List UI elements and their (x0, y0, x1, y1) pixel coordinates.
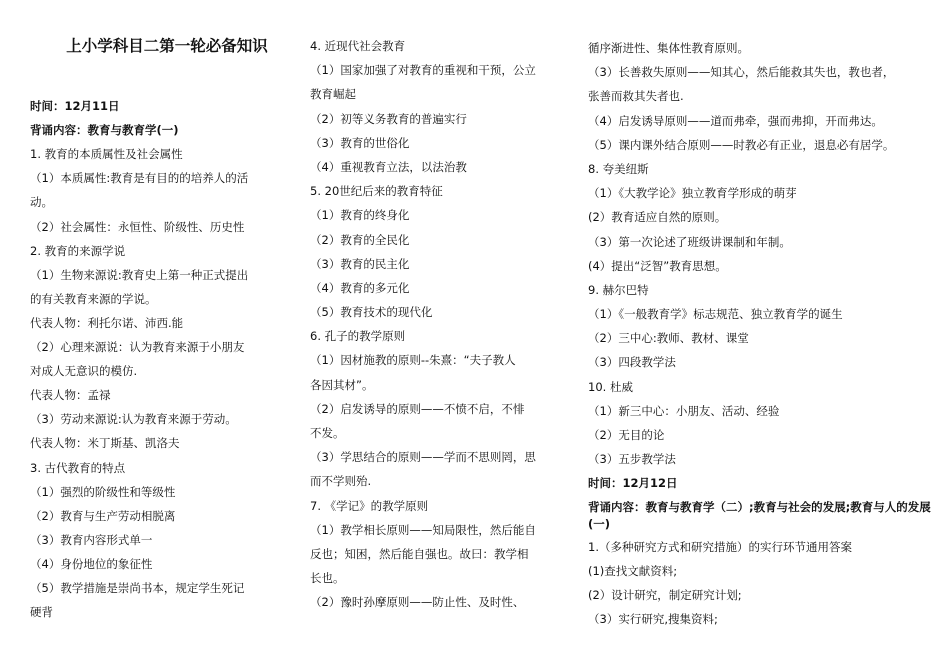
text-line: （3）教育的民主化 (310, 256, 410, 271)
text-line: （2）教育与生产劳动相脱离 (30, 508, 176, 523)
text-line: （1）因材施教的原则--朱熹：“夫子教人 (310, 353, 516, 368)
text-line: 7. 《学记》的教学原则 (310, 498, 429, 513)
text-line: 4. 近现代社会教育 (310, 39, 406, 53)
text-line: （4）启发诱导原则——道而弗牵，强而弗抑，开而弗达。 (588, 113, 883, 128)
text-line: 时间：12月12日 (588, 476, 678, 491)
text-line: （1）《大教学论》独立教育学形成的萌芽 (588, 186, 797, 201)
text-line: 对成人无意识的模仿. (30, 364, 138, 379)
text-line: （1）教学相长原则——知局限性，然后能自 (310, 522, 536, 537)
text-line: （1）强烈的阶级性和等级性 (30, 484, 176, 499)
column-1 (30, 30, 292, 624)
column-2 (310, 34, 578, 615)
text-line: （3）五步教学法 (588, 452, 676, 467)
text-line: 1. 教育的本质属性及社会属性 (30, 147, 183, 162)
column-3-body (588, 36, 933, 631)
column-3 (588, 36, 933, 631)
text-line: 循序渐进性、集体性教育原则。 (588, 41, 749, 55)
text-line: (2）教育适应自然的原则。 (588, 210, 727, 225)
text-line: （5）教育技术的现代化 (310, 305, 433, 320)
text-line: （2）三中心:教师、教材、课堂 (588, 331, 749, 346)
text-line: （1）生物来源说:教育史上第一种正式提出 (30, 267, 249, 282)
text-line: （4）重视教育立法，以法治教 (310, 159, 467, 174)
text-line: （2）教育的全民化 (310, 232, 410, 247)
text-line: (4）提出“泛智”教育思想。 (588, 258, 727, 273)
text-line: （4）身份地位的象征性 (30, 556, 153, 571)
text-line: 代表人物：米丁斯基、凯洛夫 (30, 436, 180, 451)
text-line: （3）长善救失原则——知其心，然后能救其失也，教也者， (588, 65, 895, 80)
text-line: 代表人物：孟禄 (30, 388, 111, 403)
text-line: （2）豫时孙摩原则——防止性、及时性、 (310, 595, 525, 610)
text-line (30, 70, 292, 94)
text-line: （2）心理来源说：认为教育来源于小朋友 (30, 340, 245, 355)
text-line: （3）劳动来源说:认为教育来源于劳动。 (30, 412, 237, 427)
text-line: (2）设计研究，制定研究计划; (588, 587, 742, 602)
text-line: 的有关教育来源的学说。 (30, 291, 157, 306)
text-line: （2）初等义务教育的普遍实行 (310, 111, 467, 126)
text-line: 1.（多种研究方式和研究措施）的实行环节通用答案 (588, 539, 852, 554)
text-line: 硬背 (30, 605, 53, 620)
text-line: 9. 赫尔巴特 (588, 282, 649, 297)
text-line: （3）学思结合的原则——学而不思则罔，思 (310, 450, 536, 465)
text-line: （3）教育内容形式单一 (30, 532, 153, 547)
column-2-body (310, 34, 578, 615)
text-line: 5. 20世纪后来的教育特征 (310, 184, 443, 199)
text-line: （1）新三中心：小朋友、活动、经验 (588, 403, 780, 418)
text-line: （2）社会属性：永恒性、阶级性、历史性 (30, 219, 245, 234)
text-line: 而不学则殆. (310, 474, 372, 489)
text-line: 教育崛起 (310, 87, 356, 102)
text-line: （3）第一次论述了班级讲课制和年制。 (588, 234, 791, 249)
text-line: 3. 古代教育的特点 (30, 460, 126, 475)
text-line: 8. 夸美纽斯 (588, 161, 649, 176)
text-line: （1）国家加强了对教育的重视和干预，公立 (310, 63, 536, 78)
text-line: (1)查找文献资料; (588, 563, 678, 578)
text-line: 时间：12月11日 (30, 99, 120, 114)
text-line: （3）教育的世俗化 (310, 135, 410, 150)
page-title: 上小学科目二第一轮必备知识 (66, 36, 268, 55)
text-line: 2. 教育的来源学说 (30, 243, 126, 258)
text-line: 背诵内容：教育与教育学（二）;教育与社会的发展;教育与人的发展(一) (588, 499, 931, 531)
text-line: 反也；知困，然后能自强也。故曰：教学相 (310, 546, 529, 561)
text-line: （2）无目的论 (588, 428, 665, 442)
text-line: 代表人物：利托尔诺、沛西.能 (30, 315, 184, 330)
text-line: 背诵内容：教育与教育学(一) (30, 123, 179, 138)
text-line: 10. 杜威 (588, 379, 633, 394)
text-line: 长也。 (310, 571, 345, 586)
text-line: （5）教学措施是崇尚书本，规定学生死记 (30, 580, 245, 595)
text-line: 6. 孔子的教学原则 (310, 329, 406, 344)
text-line: （1）《一般教育学》标志规范、独立教育学的诞生 (588, 307, 843, 322)
text-line: （1）教育的终身化 (310, 208, 410, 223)
column-1-body (30, 70, 292, 624)
text-line: （4）教育的多元化 (310, 280, 410, 295)
text-line: 不发。 (310, 426, 345, 440)
text-line: （2）启发诱导的原则——不愤不启，不悱 (310, 401, 525, 416)
text-line: 张善而救其失者也. (588, 89, 684, 104)
text-line: 动。 (30, 195, 53, 210)
text-line: （1）本质属性:教育是有目的的培养人的活 (30, 171, 249, 186)
text-line: （5）课内课外结合原则——时教必有正业，退息必有居学。 (588, 137, 895, 152)
text-line: （3）实行研究,搜集资料; (588, 612, 718, 627)
text-line: 各因其材”。 (310, 377, 374, 392)
text-line: （3）四段教学法 (588, 355, 676, 370)
